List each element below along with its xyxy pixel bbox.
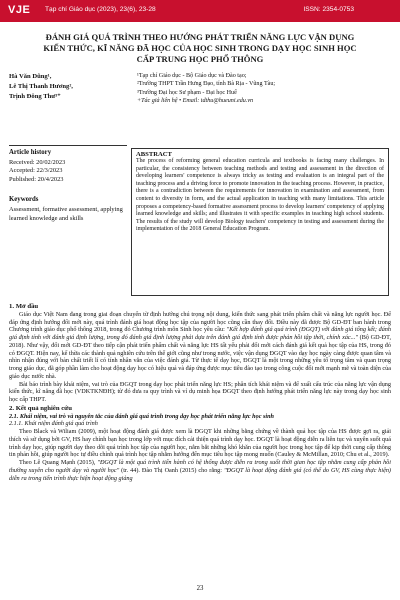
paragraph-text: Theo Lê Quang Mạnh (2015), <box>19 459 98 466</box>
paragraph-text: Giáo dục Việt Nam đang trong giai đoạn chuyển từ định hướng chú trọng nội dung, kiến thức sang phát triển phẩm chất và năng lực người học. Để đáp ứng định hướng đổi mới này, quá trình đánh giá hoạt động học tập của người học cũng cần thay đổi. Điều này đã được Bộ GD-ĐT ban hành trong Chương trình giáo dục phổ thông 2018, trong đó Chương trình môn Sinh học yêu cầu: <box>9 310 391 334</box>
journal-logo: VJE <box>8 4 31 16</box>
affiliation: ²Trường THPT Trần Hưng Đạo, tỉnh Bà Rịa - Vũng Tàu; <box>137 81 276 88</box>
keywords-block <box>9 196 127 223</box>
author-name: Trịnh Đông Thư³⁺ <box>9 93 61 100</box>
subsection-heading: 2.1. Khái niệm, vai trò và nguyên tắc của đánh giá quá trình trong dạy học phát triển năng lực học sinh <box>9 412 275 420</box>
paragraph <box>9 459 391 482</box>
affiliation: ¹Tạp chí Giáo dục - Bộ Giáo dục và Đào tạo; <box>137 73 247 79</box>
corresponding-author-email: +Tác giả liên hệ • Email: tdthu@hueuni.edu.vn <box>137 98 254 105</box>
article-body <box>9 302 391 482</box>
subsubsection-heading: 2.1.1. Khái niệm đánh giá quá trình <box>9 420 98 428</box>
received-date: Received: 20/02/2023 <box>9 158 66 166</box>
author-name: Hà Văn Dũng¹, <box>9 73 52 80</box>
affiliation-list <box>137 72 387 106</box>
paragraph: Bài báo trình bày khái niệm, vai trò của ĐGQT trong dạy học phát triển năng lực HS; phân tích khái niệm và để xuất cấu trúc của năng lực vận dụng kiến thức, kĩ năng đã học (VDKTKNĐH); từ đó đưa ra quy trình và ví dụ minh họa ĐGQT theo định hướng phát triển năng lực này trong dạy học sinh học cấp THPT. <box>9 380 391 403</box>
page-number: 23 <box>196 585 204 592</box>
article-title: ĐÁNH GIÁ QUÁ TRÌNH THEO HƯỚNG PHÁT TRIỂN NĂNG LỰC VẬN DỤNG KIẾN THỨC, KĨ NĂNG ĐÃ HỌC CỦA HỌC SINH TRONG DẠY HỌC SINH HỌC CẤP TRUNG HỌC PHỔ THÔNG <box>43 32 357 64</box>
keywords-text: Assessment, formative assessment, applying learned knowledge and skills <box>9 205 123 222</box>
paragraph <box>9 311 391 381</box>
divider <box>9 145 127 146</box>
accepted-date: Accepted: 22/3/2023 <box>9 167 63 175</box>
abstract-text: The process of reforming general education curricula and textbooks is facing many challenges. In particular, the consistency between teaching methods and testing and assessment in the direction of developing learners' competence is always tricky as testing and evaluation is an integral part of the teaching process and a driving force to promote innovation in the teaching process. However, in practice, there is a contradiction between the requirements for innovation in examination and assessment, from content to diversity in form, and the actual application in teaching with many limitations. This article proposes a competency-based formative assessment process to develop learners' competency of applying learned knowledge and skills; and illustrates it with specific examples in teaching high school students. The results of the study will develop Biology teachers' competency in testing and assessment during the implementation of the 2018 General Education Program. <box>136 158 384 233</box>
section-heading: 2. Kết quả nghiên cứu <box>9 404 72 412</box>
affiliation: ³Trường Đại học Sư phạm - Đại học Huế <box>137 89 237 96</box>
paragraph-text: (Bộ GD-ĐT, 2018). Như vậy, đổi mới GD-ĐT theo tiếp cận phát triển phẩm chất và năng lực HS tất yếu phải đổi mới cách đánh giá kết quả học tập của HS, trong đó có ĐGQT. Hiện nay, kể thừa các thành quả nghiên cứu trên thế giới cũng như trong nước, việc vận dụng ĐGQT vào dạy học ngày càng được quan tâm và nhìn nhận đúng với bản chất triết lí có tính nhân văn của việc đánh giá. Từ thực tế dạy học, ĐGQT là một trong những yêu tố trọng tâm và quan trọng trong giáo dục, đã góp phần làm cho hoạt động dạy học có hiệu quả và đáp ứng được mục tiêu đào tạo trong công cuộc đổi mới mạnh mẽ và toàn diện của giáo dục nước nhà. <box>9 334 391 380</box>
article-info-column <box>9 149 127 223</box>
journal-header-bar <box>0 0 400 22</box>
article-history-heading: Article history <box>9 149 52 156</box>
abstract-heading: ABSTRACT <box>136 151 172 158</box>
section-heading: 1. Mở đầu <box>9 303 39 310</box>
keywords-heading: Keywords <box>9 196 39 204</box>
quoted-text: "Kết hợp đánh giá quá trình (ĐGQT) với đánh giá tổng kết; đánh giá định tính với đánh giá định lượng, trong đó đánh giá định lượng phải dựa trên đánh giá định tính được phản hồi tập thời, chính xác..." <box>9 326 391 341</box>
paragraph-text: (tr. 44). Đào Thị Oanh (2015) cho rằng: <box>119 466 224 474</box>
quoted-text: "ĐGQT là hoạt động đánh giá (có thể do GV, HS cùng thực hiện) diễn ra trong tiến trình thực hiện hoạt động giảng <box>9 466 391 482</box>
abstract-box <box>131 148 389 296</box>
issn-label: ISSN: 2354-0753 <box>303 6 354 13</box>
author-name: Lê Thị Thanh Hương², <box>9 83 73 90</box>
journal-reference: Tạp chí Giáo dục (2023), 23(6), 23-28 <box>45 6 156 13</box>
published-date: Published: 20/4/2023 <box>9 175 64 183</box>
quoted-text: "ĐGQT là một quá trình tiến hành có hệ thống được diễn ra trong suốt thời gian học tập nhằm cung cấp phản hồi thường xuyên cho người dạy và người học" <box>9 459 391 474</box>
paragraph: Theo Black và Wiliam (2009), một hoạt động đánh giá được xem là ĐGQT khi những bằng chứng về thành quả học tập của HS được gợi ra, giải thích và sử dụng bởi GV, HS hay chính bạn học trong lớp với mục đích cải thiện quá trình dạy học. ĐGQT là hoạt động diễn ra liên tục và xuyên suốt quá trình dạy học, giúp người dạy theo dõi quá trình học tập của người học, nắm bắt những khó khăn của người học trong học tập để kịp thời cung cấp thông tin phản hồi, giúp người học tự điều chỉnh quá trình học tập nhằm hướng đến mục tiêu học tập mong muốn (Cauley & McMillan, 2010; Chu et al., 2019). <box>9 428 391 459</box>
